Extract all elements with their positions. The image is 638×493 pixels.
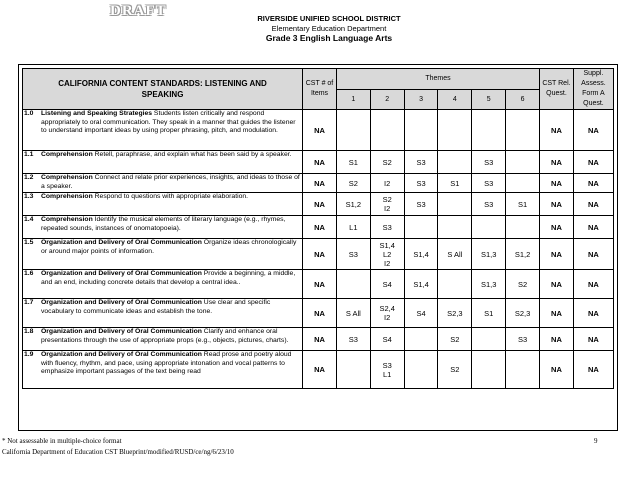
theme-3-cell: S3 xyxy=(404,193,438,216)
standard-text: Clarify and enhance oral presentations through the use of appropriate props (e.g., objects, pictures, charts). xyxy=(41,328,289,344)
standard-number: 1.4 xyxy=(24,216,34,223)
standards-table xyxy=(22,68,614,389)
theme-4-header: 4 xyxy=(438,89,472,110)
theme-6-cell: S1,2 xyxy=(506,239,540,270)
theme-5-cell: S3 xyxy=(472,151,506,174)
theme-2-cell: S3 xyxy=(370,216,404,239)
cst-items-cell: NA xyxy=(303,151,337,174)
suppl-cell: NA xyxy=(573,270,613,299)
table-row xyxy=(23,216,614,239)
theme-5-cell xyxy=(472,328,506,351)
theme-5-header: 5 xyxy=(472,89,506,110)
standard-title: Comprehension xyxy=(41,174,93,181)
standard-title: Organization and Delivery of Oral Communication xyxy=(41,270,202,277)
theme-4-cell: S All xyxy=(438,239,472,270)
cst-rel-cell: NA xyxy=(540,216,574,239)
theme-3-cell: S4 xyxy=(404,299,438,328)
standard-title: Comprehension xyxy=(41,151,93,158)
suppl-cell: NA xyxy=(573,216,613,239)
suppl-cell: NA xyxy=(573,174,613,193)
standard-text: Respond to questions with appropriate elaboration. xyxy=(92,193,249,200)
cst-items-cell: NA xyxy=(303,216,337,239)
cst-rel-cell: NA xyxy=(540,110,574,151)
standard-number: 1.5 xyxy=(24,239,34,246)
theme-3-cell xyxy=(404,216,438,239)
standard-title: Comprehension xyxy=(41,193,93,200)
theme-2-cell: S3 L1 xyxy=(370,351,404,389)
theme-6-cell xyxy=(506,351,540,389)
table-row xyxy=(23,270,614,299)
standard-number: 1.0 xyxy=(24,110,34,117)
theme-6-cell: S1 xyxy=(506,193,540,216)
standard-cell xyxy=(23,193,303,216)
table-body xyxy=(23,110,614,389)
cst-items-cell: NA xyxy=(303,239,337,270)
cst-rel-cell: NA xyxy=(540,151,574,174)
theme-3-cell xyxy=(404,351,438,389)
theme-6-cell: S2,3 xyxy=(506,299,540,328)
table-row xyxy=(23,239,614,270)
theme-6-cell xyxy=(506,174,540,193)
standard-number: 1.1 xyxy=(24,151,34,158)
standard-text: Provide a beginning, a middle, and an end, including concrete details that develop a central idea.. xyxy=(41,270,296,286)
standard-text: Read prose and poetry aloud with fluency, rhythm, and pace, using appropriate intonation and vocal patterns to emphasize important passages of the text being read xyxy=(41,351,292,375)
standard-text: Students listen critically and respond appropriately to oral communication. They speak in a manner that guides the listener to understand important ideas by using proper phrasing, pitch, and modulation. xyxy=(41,110,296,134)
theme-5-cell: S1,3 xyxy=(472,239,506,270)
suppl-cell: NA xyxy=(573,239,613,270)
standard-cell xyxy=(23,351,303,389)
cst-items-cell: NA xyxy=(303,193,337,216)
cst-items-cell: NA xyxy=(303,174,337,193)
cst-rel-cell: NA xyxy=(540,299,574,328)
suppl-cell: NA xyxy=(573,351,613,389)
standard-text: Retell, paraphrase, and explain what has been said by a speaker. xyxy=(92,151,292,158)
standard-number: 1.7 xyxy=(24,299,34,306)
table-row xyxy=(23,328,614,351)
theme-4-cell xyxy=(438,193,472,216)
theme-5-cell: S1,3 xyxy=(472,270,506,299)
standard-number: 1.6 xyxy=(24,270,34,277)
standard-number: 1.9 xyxy=(24,351,34,358)
cst-rel-cell: NA xyxy=(540,328,574,351)
theme-4-cell: S2 xyxy=(438,328,472,351)
cst-items-header: CST # of Items xyxy=(303,69,337,110)
theme-5-cell: S3 xyxy=(472,193,506,216)
theme-3-cell xyxy=(404,328,438,351)
theme-2-cell xyxy=(370,110,404,151)
theme-4-cell xyxy=(438,270,472,299)
theme-3-cell: S3 xyxy=(404,174,438,193)
table-title: CALIFORNIA CONTENT STANDARDS: LISTENING AND SPEAKING xyxy=(23,69,303,110)
draft-watermark: DRAFT xyxy=(110,3,167,19)
theme-1-cell xyxy=(336,110,370,151)
theme-6-cell: S3 xyxy=(506,328,540,351)
theme-1-cell xyxy=(336,270,370,299)
theme-5-cell: S1 xyxy=(472,299,506,328)
cst-rel-cell: NA xyxy=(540,270,574,299)
standard-cell xyxy=(23,216,303,239)
cst-rel-cell: NA xyxy=(540,193,574,216)
theme-4-cell xyxy=(438,110,472,151)
cst-items-cell: NA xyxy=(303,328,337,351)
cst-rel-cell: NA xyxy=(540,239,574,270)
standard-title: Organization and Delivery of Oral Communication xyxy=(41,239,202,246)
theme-6-cell xyxy=(506,216,540,239)
theme-1-cell: S1,2 xyxy=(336,193,370,216)
theme-4-cell: S2 xyxy=(438,351,472,389)
standard-title: Listening and Speaking Strategies xyxy=(41,110,153,117)
theme-6-cell xyxy=(506,151,540,174)
theme-5-cell xyxy=(472,216,506,239)
standard-text: Identify the musical elements of literary language (e.g., rhymes, repeated sounds, instances of onomatopoeia). xyxy=(41,216,286,232)
cst-items-cell: NA xyxy=(303,351,337,389)
standard-title: Comprehension xyxy=(41,216,93,223)
source-note: California Department of Education CST Blueprint/modified/RUSD/ce/ng/6/23/10 xyxy=(2,448,234,456)
table-row xyxy=(23,151,614,174)
standard-cell xyxy=(23,328,303,351)
standard-number: 1.3 xyxy=(24,193,34,200)
theme-4-cell: S2,3 xyxy=(438,299,472,328)
standard-number: 1.2 xyxy=(24,174,34,181)
theme-2-cell: I2 xyxy=(370,174,404,193)
theme-6-cell: S2 xyxy=(506,270,540,299)
theme-1-cell: S1 xyxy=(336,151,370,174)
cst-items-cell: NA xyxy=(303,110,337,151)
theme-3-cell: S1,4 xyxy=(404,270,438,299)
theme-6-header: 6 xyxy=(506,89,540,110)
page-number: 9 xyxy=(594,437,598,445)
theme-2-cell: S4 xyxy=(370,328,404,351)
theme-3-cell: S1,4 xyxy=(404,239,438,270)
department-name: Elementary Education Department xyxy=(271,24,387,33)
theme-4-cell: S1 xyxy=(438,174,472,193)
standard-cell xyxy=(23,299,303,328)
standard-title: Organization and Delivery of Oral Communication xyxy=(41,328,202,335)
suppl-cell: NA xyxy=(573,299,613,328)
suppl-cell: NA xyxy=(573,110,613,151)
footnote: * Not assessable in multiple-choice format xyxy=(2,437,122,445)
standard-cell xyxy=(23,270,303,299)
standard-cell xyxy=(23,110,303,151)
standard-text: Use clear and specific vocabulary to communicate ideas and establish the tone. xyxy=(41,299,271,315)
theme-2-cell: S2,4 I2 xyxy=(370,299,404,328)
theme-1-cell: S All xyxy=(336,299,370,328)
cst-rel-header: CST Rel. Quest. xyxy=(540,69,574,110)
theme-1-cell: S3 xyxy=(336,239,370,270)
table-row xyxy=(23,351,614,389)
suppl-cell: NA xyxy=(573,328,613,351)
theme-1-cell: S2 xyxy=(336,174,370,193)
table-row xyxy=(23,193,614,216)
theme-4-cell xyxy=(438,151,472,174)
standard-title: Organization and Delivery of Oral Communication xyxy=(41,299,202,306)
cst-rel-cell: NA xyxy=(540,351,574,389)
theme-1-cell: S3 xyxy=(336,328,370,351)
standard-text: Connect and relate prior experiences, insights, and ideas to those of a speaker. xyxy=(41,174,300,190)
suppl-cell: NA xyxy=(573,193,613,216)
theme-6-cell xyxy=(506,110,540,151)
theme-3-cell xyxy=(404,110,438,151)
theme-2-header: 2 xyxy=(370,89,404,110)
theme-5-cell: S3 xyxy=(472,174,506,193)
theme-5-cell xyxy=(472,110,506,151)
table-row xyxy=(23,299,614,328)
theme-2-cell: S2 I2 xyxy=(370,193,404,216)
standard-text: Organize ideas chronologically or around major points of information. xyxy=(41,239,297,255)
theme-3-cell: S3 xyxy=(404,151,438,174)
standard-cell xyxy=(23,151,303,174)
table-row xyxy=(23,174,614,193)
theme-1-cell xyxy=(336,351,370,389)
document-title: Grade 3 English Language Arts xyxy=(265,33,393,43)
theme-3-header: 3 xyxy=(404,89,438,110)
standard-number: 1.8 xyxy=(24,328,34,335)
table-row xyxy=(23,110,614,151)
standard-cell xyxy=(23,239,303,270)
theme-2-cell: S2 xyxy=(370,151,404,174)
theme-2-cell: S4 xyxy=(370,270,404,299)
theme-4-cell xyxy=(438,216,472,239)
standard-title: Organization and Delivery of Oral Communication xyxy=(41,351,202,358)
standard-cell xyxy=(23,174,303,193)
district-name: RIVERSIDE UNIFIED SCHOOL DISTRICT xyxy=(257,14,401,23)
theme-2-cell: S1,4 L2 I2 xyxy=(370,239,404,270)
theme-1-cell: L1 xyxy=(336,216,370,239)
themes-header: Themes xyxy=(336,69,539,90)
theme-1-header: 1 xyxy=(336,89,370,110)
suppl-header: Suppl. Assess. Form A Quest. xyxy=(573,69,613,110)
cst-rel-cell: NA xyxy=(540,174,574,193)
cst-items-cell: NA xyxy=(303,299,337,328)
suppl-cell: NA xyxy=(573,151,613,174)
theme-5-cell xyxy=(472,351,506,389)
cst-items-cell: NA xyxy=(303,270,337,299)
